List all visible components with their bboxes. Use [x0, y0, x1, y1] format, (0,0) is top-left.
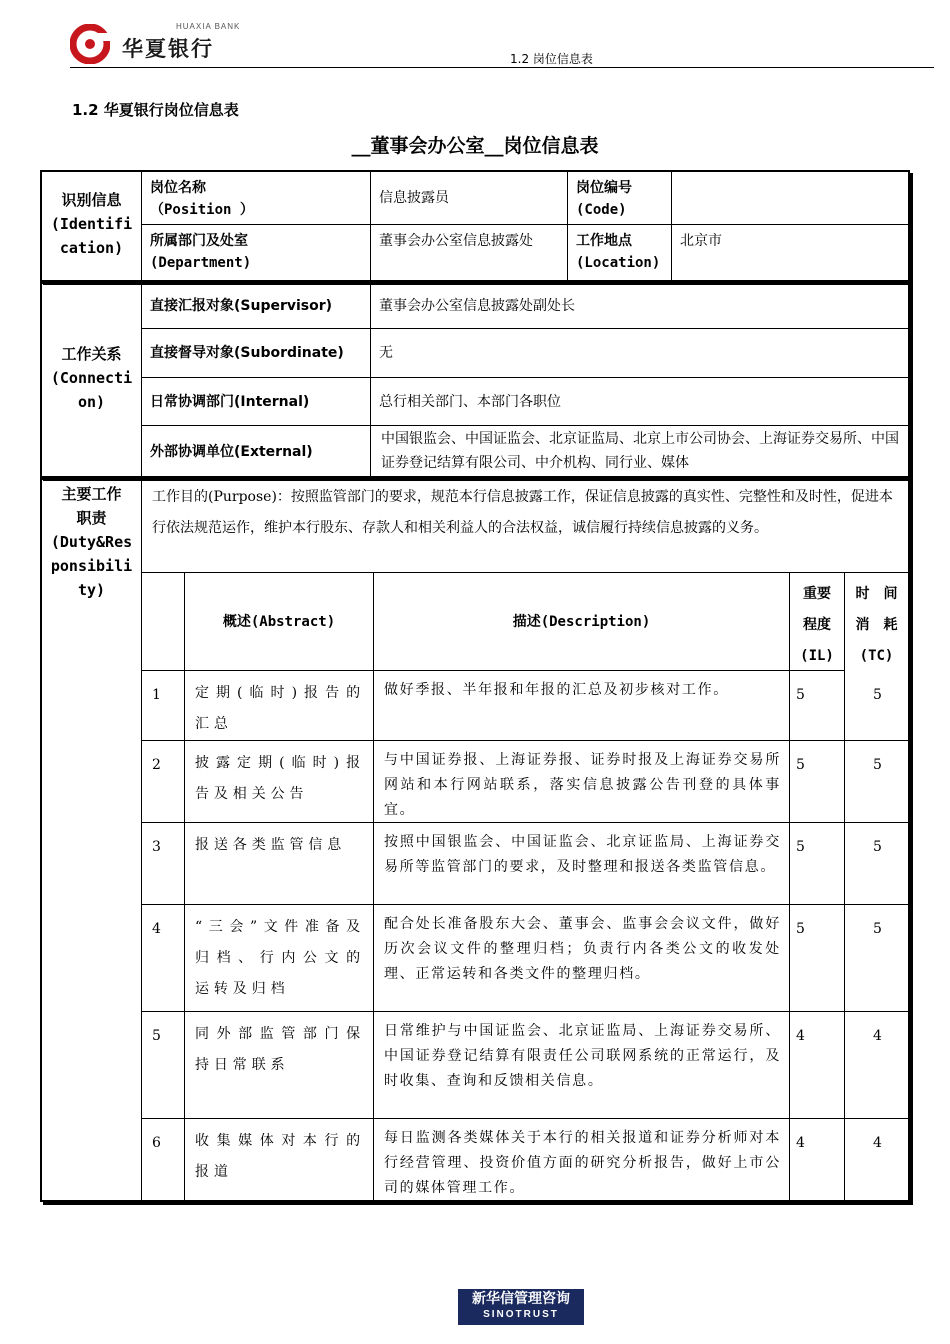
duty-item-il [790, 1119, 845, 1200]
duty-label [42, 480, 142, 1200]
external-label: 外部协调单位(External) [150, 444, 313, 460]
duty-item-abstract [185, 671, 374, 741]
header-section-ref: 1.2 岗位信息表 [510, 52, 593, 66]
location-label-en: (Location) [576, 255, 661, 271]
duty-item-description-text: 每日监测各类媒体关于本行的相关报道和证券分析师对本行经营管理、投资价值方面的研究分析报告，做好上市公司的媒体管理工作。 [384, 1130, 781, 1196]
tc-header-label: 时 间消 耗(TC) [855, 586, 898, 664]
external-value-cell [371, 426, 908, 476]
duty-item-tc-text: 4 [873, 1028, 882, 1044]
duty-description-header [374, 573, 790, 671]
duty-item-description-text: 日常维护与中国证监会、北京证监局、上海证券交易所、中国证券登记结算有限责任公司联网系统的正常运行，及时收集、查询和反馈相关信息。 [384, 1023, 781, 1089]
duty-item-abstract [185, 741, 374, 823]
duty-item-tc [845, 741, 908, 823]
location-value: 北京市 [680, 233, 722, 249]
duty-il-header [790, 573, 845, 671]
internal-label: 日常协调部门(Internal) [150, 394, 310, 410]
duty-item-il-text: 5 [796, 839, 805, 855]
duty-item-no-text: 4 [152, 921, 161, 937]
duty-label-en: (Duty&Responsibility) [50, 533, 133, 599]
duty-item-description [374, 905, 790, 1012]
duty-item-abstract-text: 报送各类监管信息 [195, 837, 347, 853]
duty-item-il-text: 5 [796, 921, 805, 937]
duty-item-abstract [185, 823, 374, 905]
subordinate-label-cell [142, 329, 371, 378]
bank-name-cn: 华夏银行 [122, 37, 214, 61]
footer-cn: 新华信管理咨询 [472, 1291, 570, 1307]
duty-item-tc-text: 5 [873, 687, 882, 703]
duty-item-no-text: 6 [152, 1135, 161, 1151]
header-divider [70, 67, 934, 68]
duty-item-tc [845, 1012, 908, 1119]
supervisor-value: 董事会办公室信息披露处副处长 [379, 298, 575, 314]
dept-value-cell [371, 225, 568, 280]
duty-abstract-header [185, 573, 374, 671]
dept-label-en: (Department) [150, 255, 252, 271]
connection-label-cn: 工作关系 [61, 345, 122, 363]
duty-item-no-text: 2 [152, 757, 161, 773]
duty-item-tc-text: 5 [873, 757, 882, 773]
dept-label: 所属部门及处室 [150, 233, 248, 249]
code-label-en: (Code) [576, 202, 627, 218]
bank-name-en: HUAXIA BANK [176, 22, 241, 31]
duty-item-no-text: 5 [152, 1028, 161, 1044]
duty-item-no [142, 1119, 185, 1200]
section-title: 1.2 华夏银行岗位信息表 [72, 101, 239, 119]
abstract-header-label: 概述(Abstract) [222, 614, 336, 630]
location-label: 工作地点 [576, 233, 632, 249]
description-header-label: 描述(Description) [512, 614, 651, 630]
supervisor-value-cell [371, 284, 908, 329]
duty-item-abstract-text: 同外部监管部门保持日常联系 [195, 1026, 365, 1073]
duty-item-il [790, 905, 845, 1012]
duty-no-header [142, 573, 185, 671]
duty-item-no [142, 905, 185, 1012]
identification-label [42, 172, 142, 280]
code-value-cell [672, 172, 908, 225]
duty-item-abstract [185, 1012, 374, 1119]
duty-item-no-text: 1 [152, 687, 161, 703]
sinotrust-logo [458, 1289, 584, 1325]
duty-item-il-text: 4 [796, 1028, 805, 1044]
external-value: 中国银监会、中国证监会、北京证监局、北京上市公司协会、上海证券交易所、中国证券登记结算有限公司、中介机构、同行业、媒体 [381, 431, 899, 471]
purpose-cell [142, 480, 908, 573]
duty-item-no-text: 3 [152, 839, 161, 855]
internal-value: 总行相关部门、本部门各职位 [379, 394, 561, 410]
footer-en: SINOTRUST [483, 1309, 559, 1320]
internal-value-cell [371, 378, 908, 426]
duty-item-il-text: 5 [796, 687, 805, 703]
duty-item-tc [845, 1119, 908, 1200]
duty-item-abstract [185, 905, 374, 1012]
duty-item-abstract-text: “三会”文件准备及归档、行内公文的运转及归档 [195, 919, 365, 997]
supervisor-label: 直接汇报对象(Supervisor) [150, 298, 333, 314]
duty-item-il-text: 4 [796, 1135, 805, 1151]
duty-item-il-text: 5 [796, 757, 805, 773]
subordinate-value: 无 [379, 345, 393, 361]
identification-label-en: (Identification) [50, 215, 133, 257]
duty-item-il [790, 741, 845, 823]
subordinate-label: 直接督导对象(Subordinate) [150, 345, 344, 361]
duty-item-il [790, 671, 845, 741]
duty-item-abstract-text: 收集媒体对本行的报道 [195, 1133, 365, 1180]
internal-label-cell [142, 378, 371, 426]
duty-item-tc [845, 905, 908, 1012]
duty-item-no [142, 741, 185, 823]
duty-item-description [374, 823, 790, 905]
identification-label-cn: 识别信息 [61, 191, 122, 209]
duty-item-tc-text: 5 [873, 839, 882, 855]
duty-label-cn: 主要工作职责 [61, 485, 122, 527]
duty-item-no [142, 823, 185, 905]
duty-item-abstract-text: 定期(临时)报告的汇总 [195, 685, 365, 732]
connection-label-en: (Connection) [50, 369, 133, 411]
duty-item-no [142, 1012, 185, 1119]
duty-item-description [374, 741, 790, 823]
duty-item-description [374, 671, 790, 741]
duty-item-il [790, 1012, 845, 1119]
dept-value: 董事会办公室信息披露处 [379, 233, 533, 249]
purpose-text: 工作目的(Purpose)：按照监管部门的要求，规范本行信息披露工作，保证信息披露的真实性、完整性和及时性，促进本行依法规范运作，维护本行股东、存款人和相关利益人的合法权益，诚信履行持续信息披露的义务。 [152, 489, 893, 536]
duty-item-tc-text: 4 [873, 1135, 882, 1151]
code-label-cell [568, 172, 672, 225]
duty-item-description [374, 1012, 790, 1119]
supervisor-label-cell [142, 284, 371, 329]
duty-item-description-text: 按照中国银监会、中国证监会、北京证监局、上海证券交易所等监管部门的要求，及时整理和报送各类监管信息。 [384, 834, 781, 875]
duty-item-tc [845, 671, 908, 741]
position-value-cell [371, 172, 568, 225]
dept-label-cell [142, 225, 371, 280]
location-label-cell [568, 225, 672, 280]
position-label-cell [142, 172, 371, 225]
duty-item-il [790, 823, 845, 905]
duty-item-description [374, 1119, 790, 1200]
position-label-en: （Position ） [150, 202, 254, 218]
duty-item-description-text: 做好季报、半年报和年报的汇总及初步核对工作。 [384, 682, 729, 698]
location-value-cell [672, 225, 908, 280]
external-label-cell [142, 426, 371, 476]
duty-item-description-text: 配合处长准备股东大会、董事会、监事会会议文件，做好历次会议文件的整理归档；负责行内各类公文的收发处理、正常运转和各类文件的整理归档。 [384, 916, 781, 982]
position-label: 岗位名称 [150, 180, 206, 196]
duty-item-tc [845, 823, 908, 905]
huaxia-bank-logo-icon [70, 24, 110, 64]
duty-item-abstract [185, 1119, 374, 1200]
duty-item-description-text: 与中国证券报、上海证券报、证券时报及上海证券交易所网站和本行网站联系，落实信息披露公告刊登的具体事宜。 [384, 752, 781, 818]
duty-item-tc-text: 5 [873, 921, 882, 937]
subordinate-value-cell [371, 329, 908, 378]
connection-label [42, 284, 142, 476]
il-header-label: 重要程度(IL) [800, 586, 834, 664]
position-value: 信息披露员 [379, 190, 449, 206]
duty-item-abstract-text: 披露定期(临时)报告及相关公告 [195, 755, 365, 802]
code-label: 岗位编号 [576, 180, 632, 196]
duty-tc-header [845, 573, 908, 671]
duty-item-no [142, 671, 185, 741]
page-title: __董事会办公室__岗位信息表 [351, 135, 599, 157]
